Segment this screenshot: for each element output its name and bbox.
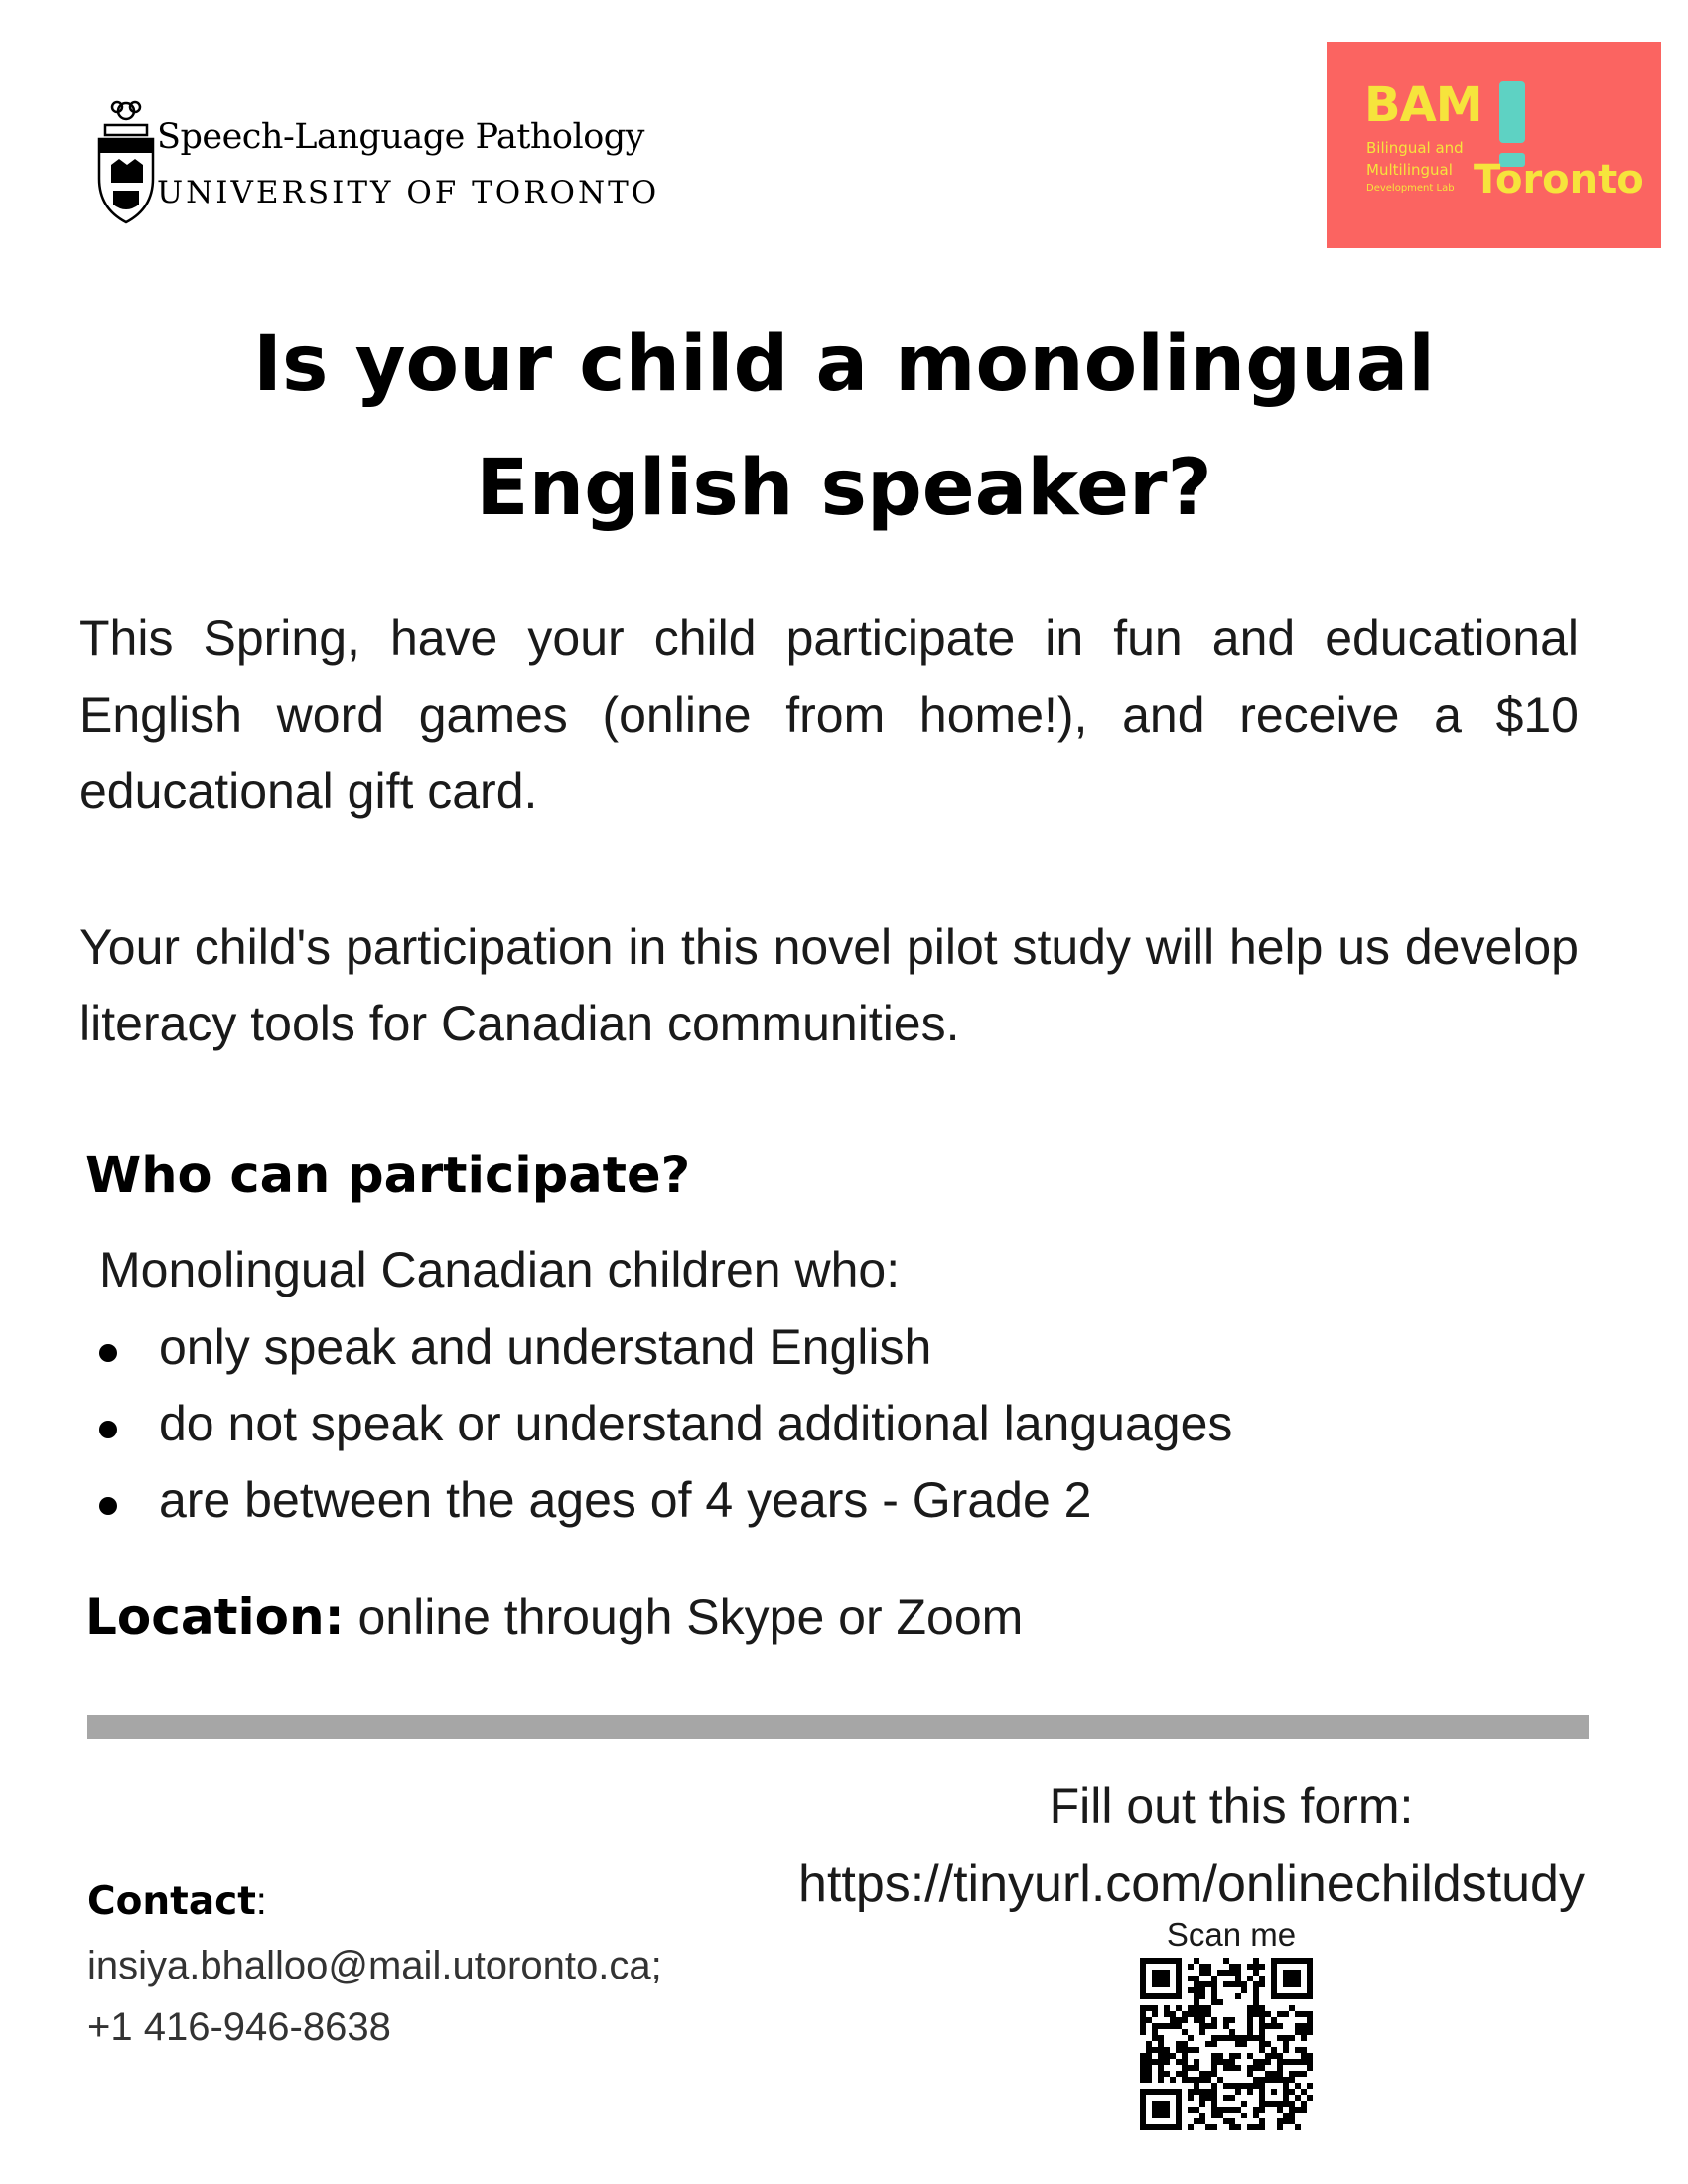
purpose-paragraph: Your child's participation in this novel pilot study will help us develop literacy tools for Canadian communities.: [79, 919, 1579, 1051]
exclamation-icon: [1499, 81, 1525, 143]
list-item: [85, 1395, 1232, 1471]
uoft-university-name: UNIVERSITY OF TORONTO: [157, 175, 660, 210]
eligibility-heading: Who can participate?: [85, 1147, 691, 1205]
bam-toronto-logo: [1327, 42, 1661, 248]
bam-subtitle-line1: Bilingual and: [1366, 139, 1464, 157]
page-title: [79, 303, 1609, 551]
bullet-icon: [99, 1344, 117, 1362]
list-item: [85, 1318, 1232, 1395]
contact-phone[interactable]: +1 416-946-8638: [87, 2005, 391, 2049]
bam-subtitle-line3: Development Lab: [1366, 183, 1455, 194]
contact-heading: [87, 1879, 267, 1924]
location-label: Location:: [85, 1588, 345, 1646]
contact-suffix: :: [255, 1880, 267, 1923]
divider: [87, 1715, 1589, 1739]
contact-email[interactable]: insiya.bhalloo@mail.utoronto.ca;: [87, 1944, 662, 1987]
form-prompt: Fill out this form:: [1049, 1778, 1414, 1834]
list-item: [85, 1471, 1232, 1548]
eligibility-list: [85, 1318, 1232, 1548]
bullet-icon: [99, 1421, 117, 1438]
bam-title: BAM: [1364, 77, 1482, 133]
bam-subtitle-line2: Multilingual: [1366, 161, 1453, 179]
location-value: online through Skype or Zoom: [344, 1589, 1024, 1645]
bullet-icon: [99, 1497, 117, 1515]
criterion-text: only speak and understand English: [159, 1319, 932, 1375]
qr-code-icon[interactable]: [1140, 1958, 1313, 2130]
uoft-logo: [91, 95, 687, 234]
scan-label: Scan me: [1166, 1916, 1297, 1953]
form-link[interactable]: https://tinyurl.com/onlinechildstudy: [798, 1855, 1585, 1913]
location-line: [85, 1588, 1023, 1646]
criterion-text: are between the ages of 4 years - Grade 2: [159, 1472, 1092, 1528]
uoft-department: Speech-Language Pathology: [157, 117, 644, 157]
eligibility-intro: Monolingual Canadian children who:: [99, 1242, 901, 1297]
title-line2: English speaker?: [476, 444, 1212, 533]
uoft-crest-icon: [91, 95, 161, 230]
criterion-text: do not speak or understand additional languages: [159, 1396, 1233, 1451]
intro-paragraph: This Spring, have your child participate in fun and educational English word games (online from home!), and receive a $10 educational gift card.: [79, 611, 1579, 819]
contact-label: Contact: [87, 1879, 256, 1924]
bam-city: Toronto: [1474, 157, 1644, 203]
title-line1: Is your child a monolingual: [253, 320, 1435, 409]
